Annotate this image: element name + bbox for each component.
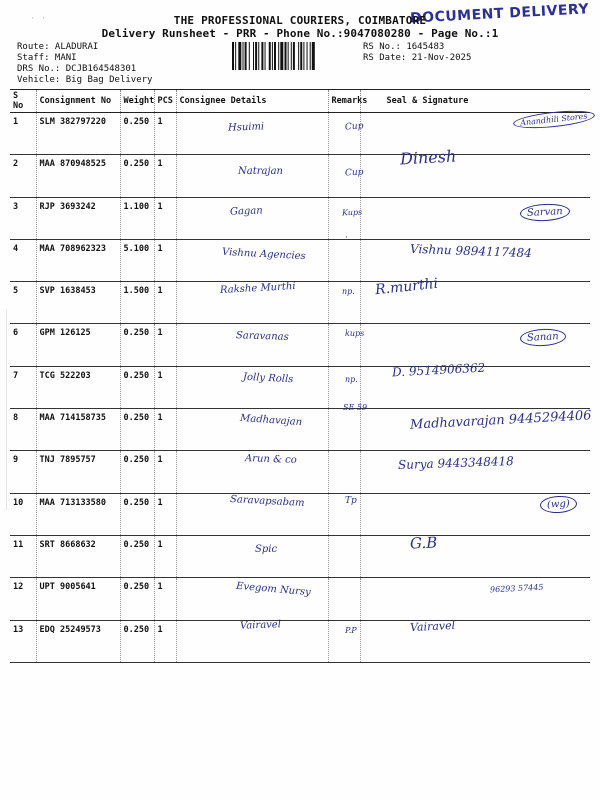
cell-weight: 0.250: [120, 324, 154, 366]
cell-consignment: SVP 1638453: [36, 282, 120, 324]
signature-handwriting: 96293 57445: [489, 582, 544, 595]
table-row: [10, 535, 590, 577]
cell-sno: 12: [10, 578, 36, 620]
cell-remarks: [328, 578, 360, 620]
column-header: Weight: [120, 90, 154, 113]
cell-consignment: MAA 870948525: [36, 155, 120, 197]
signature-handwriting: Madhavarajan 9445294406: [409, 407, 592, 433]
table-header-row: [10, 90, 590, 113]
table-row: [10, 282, 590, 324]
cell-pcs: 1: [154, 493, 176, 535]
cell-consignment: TNJ 7895757: [36, 451, 120, 493]
column-header: S No: [10, 90, 36, 113]
consignee-handwriting: Vishnu Agencies: [221, 247, 306, 263]
table-row: [10, 620, 590, 662]
remarks-handwriting: np.: [345, 374, 358, 384]
remarks-handwriting: ·: [345, 233, 348, 244]
scan-edge: [6, 310, 7, 510]
cell-sno: 5: [10, 282, 36, 324]
cell-pcs: 1: [154, 535, 176, 577]
cell-remarks: [328, 113, 360, 155]
cell-consignee: [176, 197, 328, 239]
consignee-handwriting: Rakshe Murthi: [219, 281, 296, 297]
remarks-handwriting: np.: [342, 287, 355, 297]
cell-consignment: MAA 708962323: [36, 239, 120, 281]
cell-weight: 0.250: [120, 155, 154, 197]
cell-weight: 0.250: [120, 451, 154, 493]
remarks-handwriting: P.P: [345, 625, 357, 635]
signature-handwriting: Vishnu 9894117484: [409, 242, 533, 261]
cell-consignment: TCG 522203: [36, 366, 120, 408]
cell-remarks: [328, 409, 360, 451]
cell-remarks: [328, 451, 360, 493]
cell-weight: 0.250: [120, 366, 154, 408]
cell-pcs: 1: [154, 366, 176, 408]
cell-consignment: GPM 126125: [36, 324, 120, 366]
barcode-icon: [232, 42, 354, 70]
cell-pcs: 1: [154, 578, 176, 620]
column-header: PCS: [154, 90, 176, 113]
table-row: [10, 155, 590, 197]
cell-weight: 0.250: [120, 578, 154, 620]
cell-consignee: [176, 535, 328, 577]
consignee-handwriting: Gagan: [229, 205, 263, 218]
signature-handwriting: R.murthi: [374, 275, 439, 299]
consignee-handwriting: Evegom Nursy: [235, 580, 312, 599]
staff-label: Staff: MANI: [17, 53, 77, 63]
cell-consignment: UPT 9005641: [36, 578, 120, 620]
cell-signature: [360, 578, 590, 620]
cell-consignment: SLM 382797220: [36, 113, 120, 155]
cell-consignment: SRT 8668632: [36, 535, 120, 577]
rs-number: RS No.: 1645483: [363, 42, 445, 52]
cell-consignee: [176, 113, 328, 155]
drs-label: DRS No.: DCJB164548301: [17, 64, 137, 74]
cell-signature: [360, 620, 590, 662]
cell-signature: [360, 535, 590, 577]
cell-pcs: 1: [154, 239, 176, 281]
consignee-handwriting: Natrajan: [238, 165, 283, 177]
cell-weight: 1.500: [120, 282, 154, 324]
cell-sno: 6: [10, 324, 36, 366]
cell-sno: 8: [10, 409, 36, 451]
consignee-handwriting: Hsuimi: [227, 121, 265, 134]
signature-handwriting: D. 9514906362: [391, 360, 486, 380]
cell-weight: 0.250: [120, 620, 154, 662]
cell-sno: 11: [10, 535, 36, 577]
cell-weight: 5.100: [120, 239, 154, 281]
table-row: [10, 324, 590, 366]
consignee-handwriting: Spic: [255, 544, 278, 555]
consignee-handwriting: Saravapsabam: [229, 494, 305, 510]
cell-remarks: [328, 239, 360, 281]
cell-sno: 13: [10, 620, 36, 662]
table-row: [10, 113, 590, 155]
cell-consignment: MAA 713133580: [36, 493, 120, 535]
consignee-handwriting: Madhavajan: [239, 412, 303, 428]
consignee-handwriting: Saravanas: [235, 330, 289, 343]
remarks-handwriting: Cup: [344, 121, 364, 133]
signature-handwriting: Dinesh: [399, 146, 457, 169]
cell-weight: 0.250: [120, 493, 154, 535]
remarks-handwriting: Cup: [344, 167, 364, 179]
cell-sno: 9: [10, 451, 36, 493]
route-label: Route: ALADURAI: [17, 42, 99, 52]
remarks-handwriting: SE 59: [343, 402, 368, 412]
consignee-handwriting: Jolly Rolls: [242, 371, 294, 386]
cell-pcs: 1: [154, 620, 176, 662]
consignee-handwriting: Arun & co: [244, 453, 297, 467]
column-header: Consignment No: [36, 90, 120, 113]
seal-note-handwriting: Sanan: [520, 328, 566, 347]
cell-pcs: 1: [154, 282, 176, 324]
cell-consignment: MAA 714158735: [36, 409, 120, 451]
cell-sno: 7: [10, 366, 36, 408]
column-header: Remarks: [328, 90, 360, 113]
signature-handwriting: Vairavel: [409, 618, 456, 634]
cell-remarks: [328, 535, 360, 577]
cell-consignment: EDQ 25249573: [36, 620, 120, 662]
seal-note-handwriting: Sarvan: [520, 202, 570, 222]
column-header: Seal & Signature: [360, 90, 590, 113]
cell-weight: 1.100: [120, 197, 154, 239]
cell-weight: 0.250: [120, 113, 154, 155]
vehicle-label: Vehicle: Big Bag Delivery: [17, 75, 153, 85]
cell-pcs: 1: [154, 409, 176, 451]
seal-note-handwriting: Anandhili Stores: [512, 108, 595, 131]
cell-pcs: 1: [154, 197, 176, 239]
cell-pcs: 1: [154, 451, 176, 493]
document-delivery-stamp: DOCUMENT DELIVERY: [409, 1, 590, 27]
cell-sno: 4: [10, 239, 36, 281]
cell-signature: [360, 155, 590, 197]
runsheet-table: [10, 89, 590, 663]
cell-sno: 2: [10, 155, 36, 197]
remarks-handwriting: Kups: [341, 207, 363, 217]
table-row: [10, 366, 590, 408]
cell-pcs: 1: [154, 155, 176, 197]
column-header: Consignee Details: [176, 90, 328, 113]
cell-pcs: 1: [154, 324, 176, 366]
rs-date: RS Date: 21-Nov-2025: [363, 53, 472, 63]
company-title: THE PROFESSIONAL COURIERS, COIMBATORE: [173, 14, 427, 27]
faint-mark: · ·: [30, 14, 47, 24]
table-row: [10, 197, 590, 239]
cell-weight: 0.250: [120, 409, 154, 451]
cell-pcs: 1: [154, 113, 176, 155]
consignee-handwriting: Vairavel: [239, 618, 282, 632]
remarks-handwriting: kups: [345, 329, 365, 338]
signature-handwriting: Surya 9443348418: [397, 454, 514, 473]
cell-remarks: [328, 197, 363, 239]
cell-sno: 3: [10, 197, 36, 239]
signature-handwriting: G.B: [409, 533, 438, 553]
cell-weight: 0.250: [120, 535, 154, 577]
cell-consignment: RJP 3693242: [36, 197, 120, 239]
remarks-handwriting: Tp: [345, 496, 357, 507]
runsheet-subtitle: Delivery Runsheet - PRR - Phone No.:9047080280 - Page No.:1: [101, 27, 499, 40]
seal-note-handwriting: (wg): [540, 495, 578, 514]
cell-sno: 10: [10, 493, 36, 535]
cell-sno: 1: [10, 113, 36, 155]
